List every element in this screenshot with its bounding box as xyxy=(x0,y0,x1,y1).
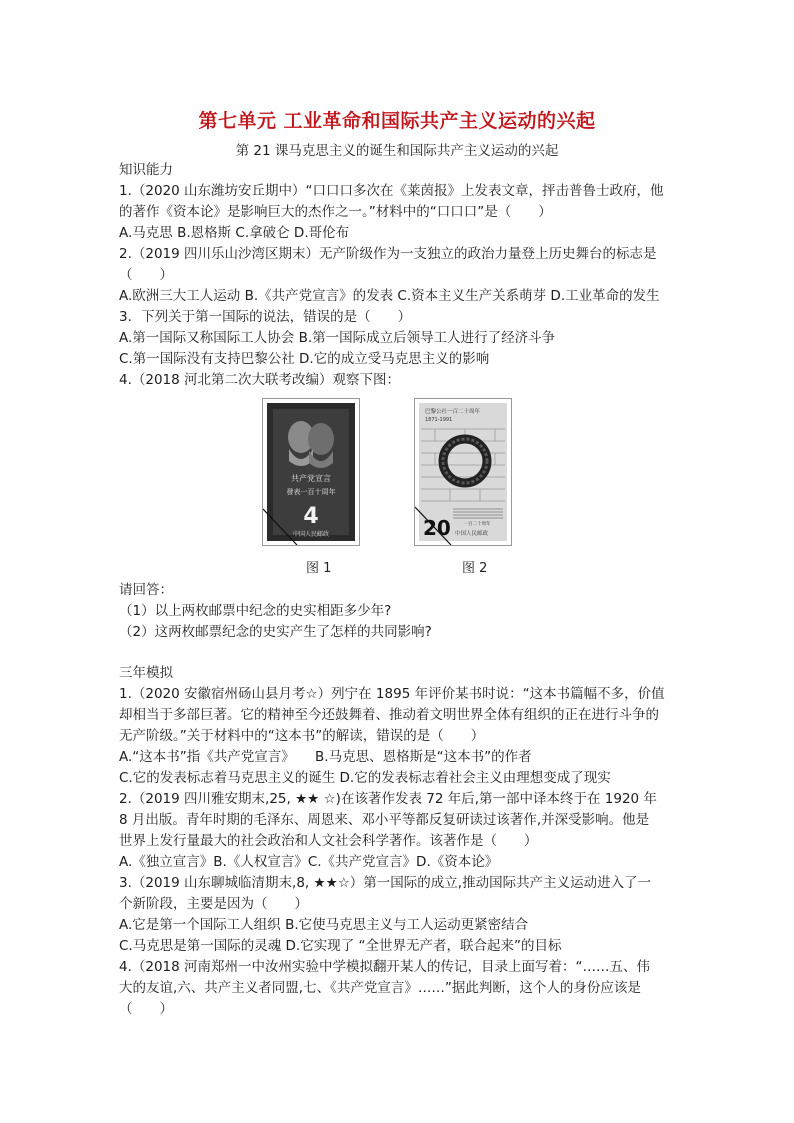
text-line: A.“这本书”指《共产党宣言》 B.马克思、恩格斯是“这本书”的作者 xyxy=(119,749,532,765)
text-line: 8 月出版。青年时期的毛泽东、周恩来、邓小平等都反复研读过该著作,并深受影响。他是 xyxy=(119,812,650,828)
text-line: A.它是第一个国际工人组织 B.它使马克思主义与工人运动更紧密结合 xyxy=(119,917,529,933)
text-line: 的著作《资本论》是影响巨大的杰作之一。”材料中的“口口口”是（ ） xyxy=(119,204,552,220)
text-line: 3．下列关于第一国际的说法，错误的是（ ） xyxy=(119,309,412,325)
question-1: （1）以上两枚邮票中纪念的史实相距多少年? xyxy=(119,603,392,619)
text-line: 无产阶级。”关于材料中的“这本书”的解读，错误的是（ ） xyxy=(119,728,485,744)
stamp1-line1: 共产党宣言 xyxy=(291,474,331,483)
stamp1-value: 4 xyxy=(303,504,319,529)
figure-1-caption: 图 1 xyxy=(306,561,332,576)
text-line: 个新阶段，主要是因为（ ） xyxy=(119,896,308,912)
text-line: （ ） xyxy=(119,1001,173,1017)
questions-lead: 请回答： xyxy=(119,582,173,598)
text-line: 1.（2020 山东潍坊安丘期中）“口口口多次在《莱茵报》上发表文章，抨击普鲁士政府，他 xyxy=(119,183,664,199)
lesson-subtitle: 第 21 课马克思主义的诞生和国际共产主义运动的兴起 xyxy=(235,143,559,159)
stamp2-years: 1871-1991 xyxy=(425,417,453,423)
text-line: 2.（2019 四川雅安期末,25, ★★ ☆)在该著作发表 72 年后,第一部中译本终于在 1920 年 xyxy=(119,791,657,807)
text-line: 1.（2020 安徽宿州砀山县月考☆）列宁在 1895 年评价某书时说：“这本书篇幅不多，价值 xyxy=(119,686,665,702)
text-line: A.马克思 B.恩格斯 C.拿破仑 D.哥伦布 xyxy=(119,225,350,241)
stamp2-country: 中国人民邮政 xyxy=(455,531,489,537)
stamp2-sub: 一百二十周年 xyxy=(463,522,491,527)
text-line: 却相当于多部巨著。它的精神至今还鼓舞着、推动着文明世界全体有组织的正在进行斗争的 xyxy=(119,707,659,723)
stamp2-header: 巴黎公社一百二十周年 xyxy=(425,409,481,415)
text-line: 4.（2018 河南郑州一中汝州实验中学模拟翻开某人的传记，目录上面写着：“……五、伟 xyxy=(119,959,651,975)
text-line: C.它的发表标志着马克思主义的诞生 D.它的发表标志着社会主义由理想变成了现实 xyxy=(119,770,611,786)
text-line: 4.（2018 河北第二次大联考改编）观察下图： xyxy=(119,372,401,388)
stamp2-value: 20 xyxy=(423,516,451,540)
stamp1-line2: 發表一百十周年 xyxy=(286,488,336,496)
section-heading-knowledge: 知识能力 xyxy=(119,162,173,178)
text-line: A.欧洲三大工人运动 B.《共产党宣言》的发表 C.资本主义生产关系萌芽 D.工业革命的发生 xyxy=(119,288,660,304)
stamp1-country: 中国人民邮政 xyxy=(292,531,330,538)
text-line: C.第一国际没有支持巴黎公社 D.它的成立受马克思主义的影响 xyxy=(119,351,490,367)
stamp-communist-manifesto xyxy=(262,398,360,546)
stamp-paris-commune xyxy=(414,398,512,546)
figure-2-caption: 图 2 xyxy=(462,561,488,576)
text-line: （ ） xyxy=(119,267,173,283)
text-line: 2.（2019 四川乐山沙湾区期末）无产阶级作为一支独立的政治力量登上历史舞台的标志是 xyxy=(119,246,657,262)
text-line: A.《独立宣言》B.《人权宣言》C.《共产党宣言》D.《资本论》 xyxy=(119,854,499,870)
stamp-image-1 xyxy=(263,399,359,545)
stamp-image-2 xyxy=(415,399,511,545)
text-line: 世界上发行量最大的社会政治和人文社会科学著作。该著作是（ ） xyxy=(119,833,538,849)
text-line: C.马克思是第一国际的灵魂 D.它实现了 “全世界无产者，联合起来”的目标 xyxy=(119,938,562,954)
question-2: （2）这两枚邮票纪念的史实产生了怎样的共同影响? xyxy=(119,624,432,640)
text-line: 大的友谊,六、共产主义者同盟,七、《共产党宣言》……”据此判断，这个人的身份应该是 xyxy=(119,980,641,996)
section-heading-simulation: 三年模拟 xyxy=(119,665,173,681)
unit-title: 第七单元 工业革命和国际共产主义运动的兴起 xyxy=(198,110,596,132)
text-line: 3.（2019 山东聊城临清期末,8, ★★☆）第一国际的成立,推动国际共产主义运动进入了一 xyxy=(119,875,652,891)
text-line: A.第一国际又称国际工人协会 B.第一国际成立后领导工人进行了经济斗争 xyxy=(119,330,556,346)
